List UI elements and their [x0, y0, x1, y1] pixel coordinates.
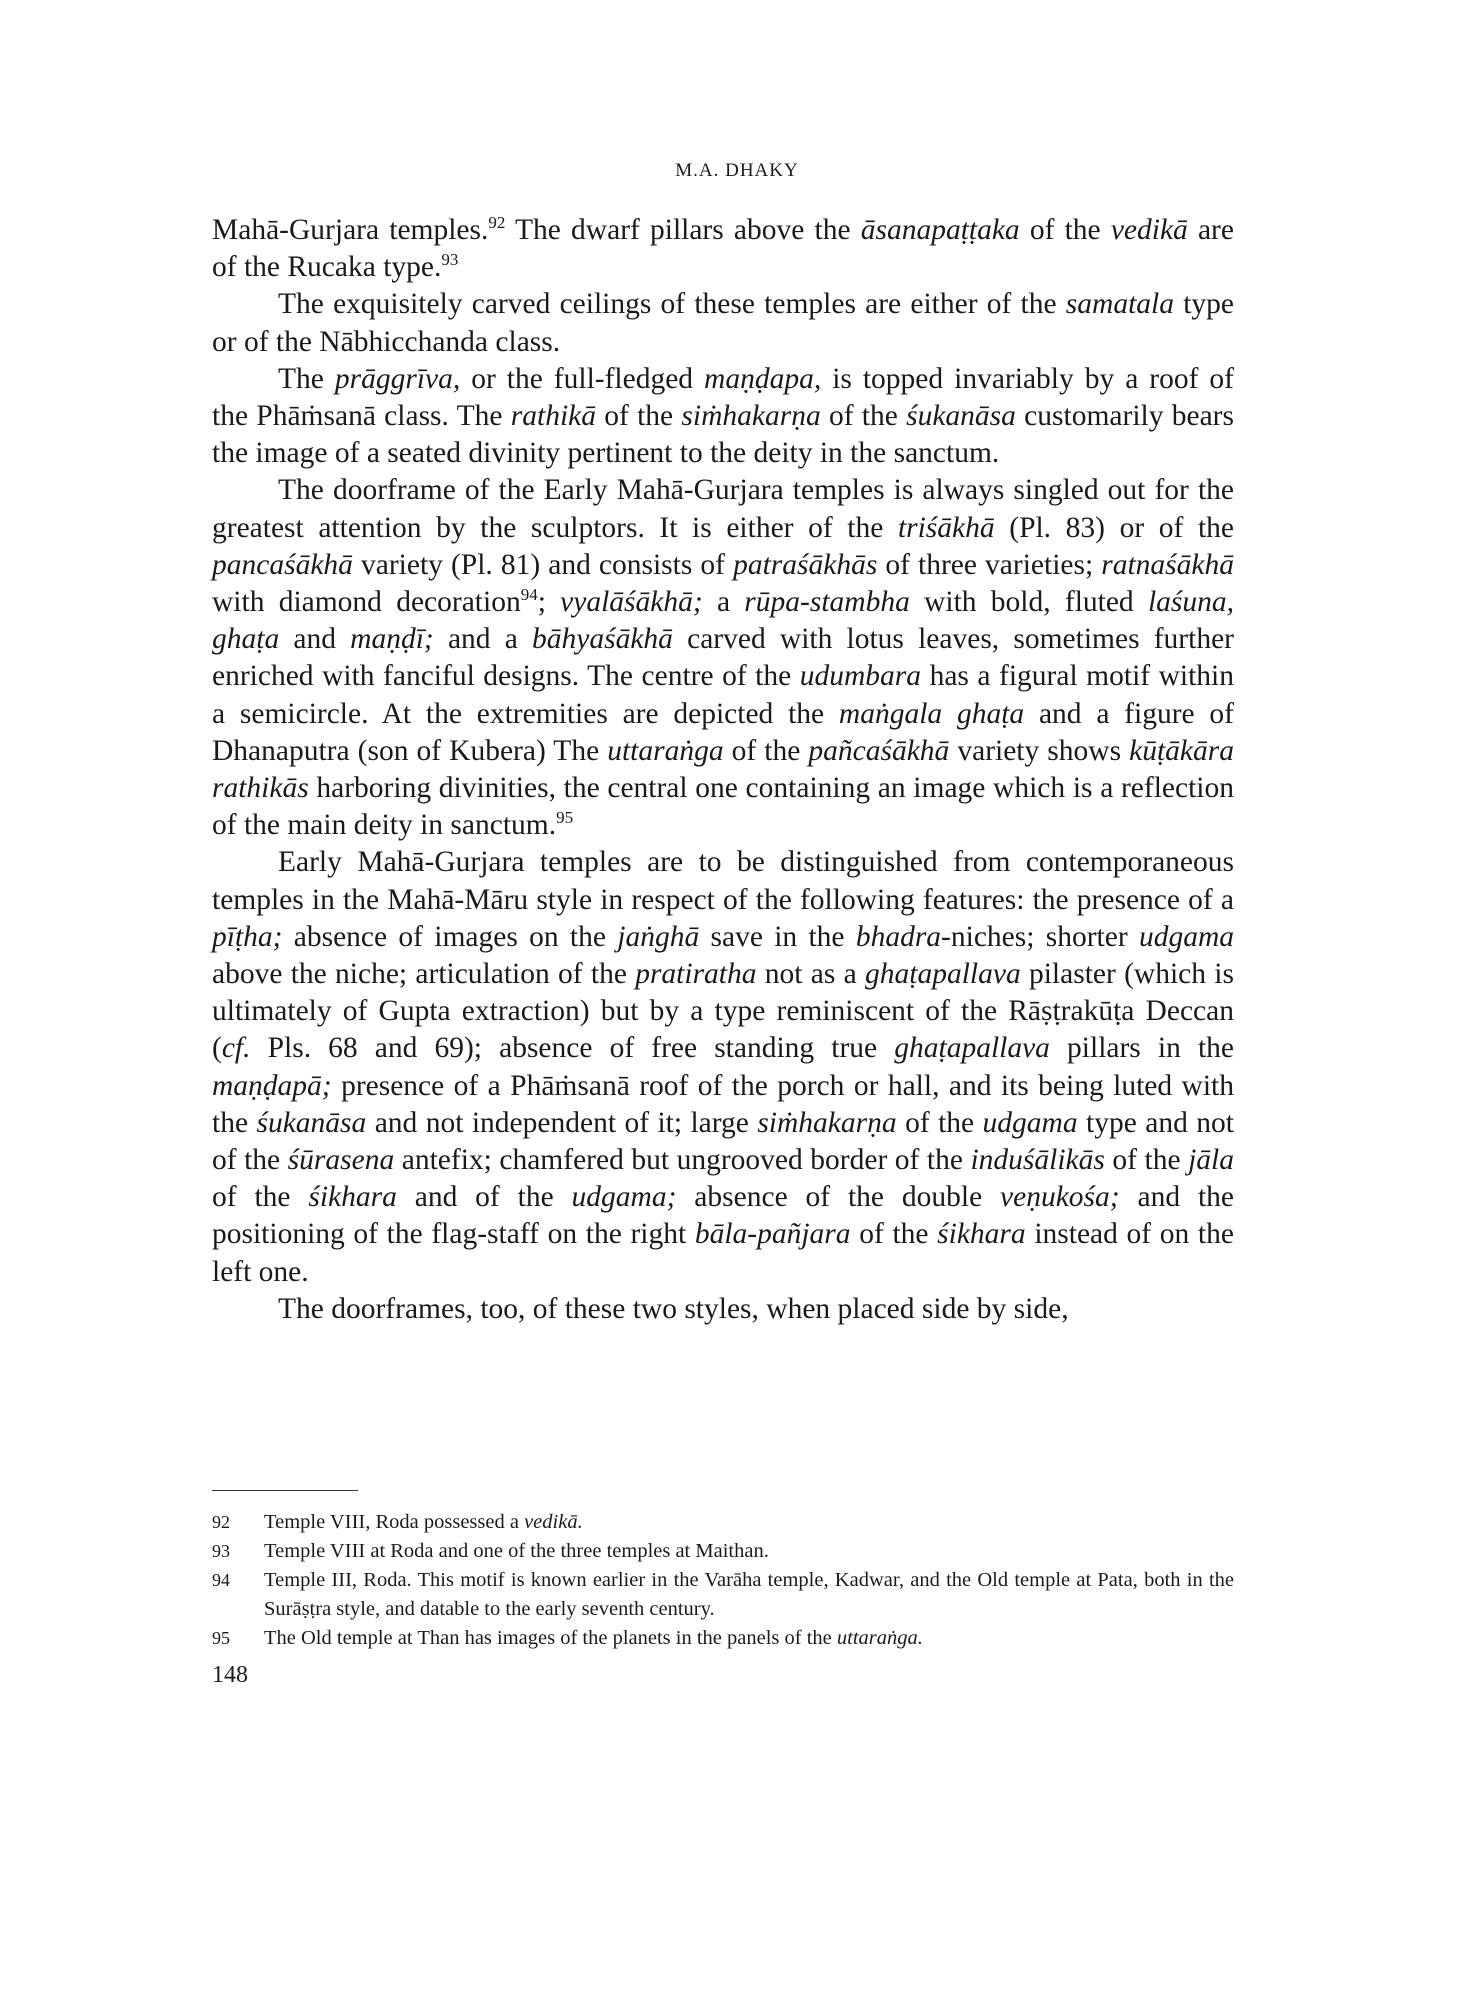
italic-term: maṇḍapa, [704, 362, 822, 395]
footnotes [212, 1508, 1234, 1653]
italic-term: śukanāsa [256, 1106, 367, 1139]
paragraph: The prāggrīva, or the full-fledged maṇḍapa, is topped invariably by a roof of the Phāṁsanā class. The rathikā of the siṁhakarṇa of the śukanāsa customarily bears the image of a seated divinity pertinent to the deity in the sanctum. [212, 362, 1234, 470]
italic-term: siṁhakarṇa [757, 1106, 897, 1139]
italic-term: triśākhā [897, 511, 995, 544]
footnote [212, 1624, 1234, 1653]
running-head: M.A. DHAKY [675, 160, 799, 181]
body-text [212, 212, 1234, 1328]
italic-term: śukanāsa [906, 400, 1016, 433]
footnote-number: 93 [212, 1541, 230, 1561]
footnote [212, 1537, 1234, 1566]
footnote-text: Temple VIII, Roda possessed a vedikā. [264, 1511, 583, 1533]
page-number: 148 [212, 1662, 248, 1688]
italic-term: udgama; [571, 1181, 677, 1214]
footnote-ref: 94 [520, 585, 538, 605]
italic-term: kūṭākāra rathikās [212, 734, 1234, 805]
italic-term: patraśākhās [733, 548, 878, 581]
italic-term: bhadra [855, 920, 942, 953]
paragraph: The doorframes, too, of these two styles, when placed side by side, [278, 1292, 1069, 1325]
italic-term: bāla-pañjara [694, 1218, 851, 1251]
italic-term: rūpa-stambha [744, 586, 910, 619]
italic-term: maṇḍī; [350, 623, 434, 656]
italic-term: samatala [1065, 288, 1174, 321]
italic-term: udgama [1138, 920, 1234, 953]
footnote-number: 92 [212, 1512, 230, 1532]
italic-term: prāggrīva, [334, 362, 461, 395]
italic-term: laśuna, ghaṭa [212, 586, 1235, 656]
italic-term: jāla [1188, 1144, 1234, 1177]
footnote-text: Temple VIII at Roda and one of the three temples at Maithan. [264, 1540, 769, 1562]
italic-term: ratnaśākhā [1101, 548, 1234, 581]
footnote [212, 1508, 1234, 1537]
italic-term: induśālikās [970, 1144, 1105, 1177]
italic-term: śikhara [308, 1181, 397, 1214]
footnote-number: 95 [212, 1628, 230, 1648]
footnote-ref: 92 [488, 213, 506, 233]
italic-term: pancaśākhā [212, 548, 353, 581]
footnote-ref: 95 [556, 808, 574, 828]
italic-term: vedikā [1110, 214, 1188, 246]
paragraph: Mahā-Gurjara temples.$^{92}$ The dwarf pillars above the āsanapaṭṭaka of the vedikā are of the Rucaka type.$^{93}$ [212, 213, 1234, 284]
italic-term: udgama [982, 1106, 1078, 1139]
italic-term: ghaṭapallava [865, 958, 1021, 991]
italic-term: maṅgala ghaṭa [838, 697, 1025, 730]
paragraph: Early Mahā-Gurjara temples are to be distinguished from contemporaneous temples in the Mahā-Māru style in respect of the following features: the presence of a pīṭha; absence of images on the jaṅghā save in the bhadra-niches; shorter udgama above the niche; articulation of the pratiratha not as a ghaṭapallava pilaster (which is ultimately of Gupta extraction) but by a type reminiscent of the Rāṣṭrakūṭa Deccan (cf. Pls. 68 and 69); absence of free standing true ghaṭapallava pillars in the maṇḍapā; presence of a Phāṁsanā roof of the porch or hall, and its being luted with the śukanāsa and not independent of it; large siṁhakarṇa of the udgama type and not of the śūrasena antefix; chamfered but ungrooved border of the induśālikās of the jāla of the śikhara and of the udgama; absence of the double veṇukośa; and the positioning of the flag-staff on the right bāla-pañjara of the śikhara instead of on the left one. [212, 846, 1234, 1288]
italic-term: veṇukośa; [1000, 1181, 1120, 1214]
italic-term: cf. [221, 1032, 251, 1065]
footnote-number: 94 [212, 1570, 230, 1590]
italic-term: uttaraṅga [607, 734, 724, 767]
footnote [212, 1566, 1234, 1624]
footnote-rule [212, 1490, 358, 1491]
italic-term: pratiratha [635, 958, 757, 991]
italic-term: śūrasena [287, 1144, 395, 1177]
italic-term: bāhyaśākhā [532, 623, 673, 656]
italic-term: siṁhakarṇa [681, 400, 821, 433]
footnote-text: The Old temple at Than has images of the planets in the panels of the uttaraṅga. [264, 1627, 923, 1649]
italic-term: pīṭha; [212, 920, 283, 953]
italic-term: vedikā. [524, 1511, 583, 1533]
italic-term: jaṅghā [617, 920, 700, 953]
italic-term: ghaṭapallava [894, 1032, 1050, 1065]
italic-term: śikhara [937, 1218, 1026, 1251]
italic-term: maṇḍapā; [212, 1069, 332, 1102]
italic-term: rathikā [510, 400, 596, 433]
italic-term: udumbara [799, 660, 922, 693]
italic-term: uttaraṅga. [836, 1627, 923, 1649]
paragraph: The exquisitely carved ceilings of these temples are either of the samatala type or of the Nābhicchanda class. [212, 288, 1234, 358]
italic-term: vyalāśākhā; [560, 586, 703, 619]
italic-term: pañcaśākhā [808, 734, 950, 767]
footnote-text: Temple III, Roda. This motif is known earlier in the Varāha temple, Kadwar, and the Old temple at Pata, both in the Surāṣṭra style, and datable to the early seventh century. [264, 1569, 1234, 1620]
paragraph: The doorframe of the Early Mahā-Gurjara temples is always singled out for the greatest attention by the sculptors. It is either of the triśākhā (Pl. 83) or of the pancaśākhā variety (Pl. 81) and consists of patraśākhās of three varieties; ratnaśākhā with diamond decoration$^{94}$; vyalāśākhā; a rūpa-stambha with bold, fluted laśuna, ghaṭa and maṇḍī; and a bāhyaśākhā carved with lotus leaves, sometimes further enriched with fanciful designs. The centre of the udumbara has a figural motif within a semicircle. At the extremities are depicted the maṅgala ghaṭa and a figure of Dhanaputra (son of Kubera) The uttaraṅga of the pañcaśākhā variety shows kūṭākāra rathikās harboring divinities, the central one containing an image which is a reflection of the main deity in sanctum.$^{95}$ [212, 474, 1235, 842]
footnote-ref: 93 [441, 250, 459, 270]
italic-term: āsanapaṭṭaka [860, 214, 1020, 246]
